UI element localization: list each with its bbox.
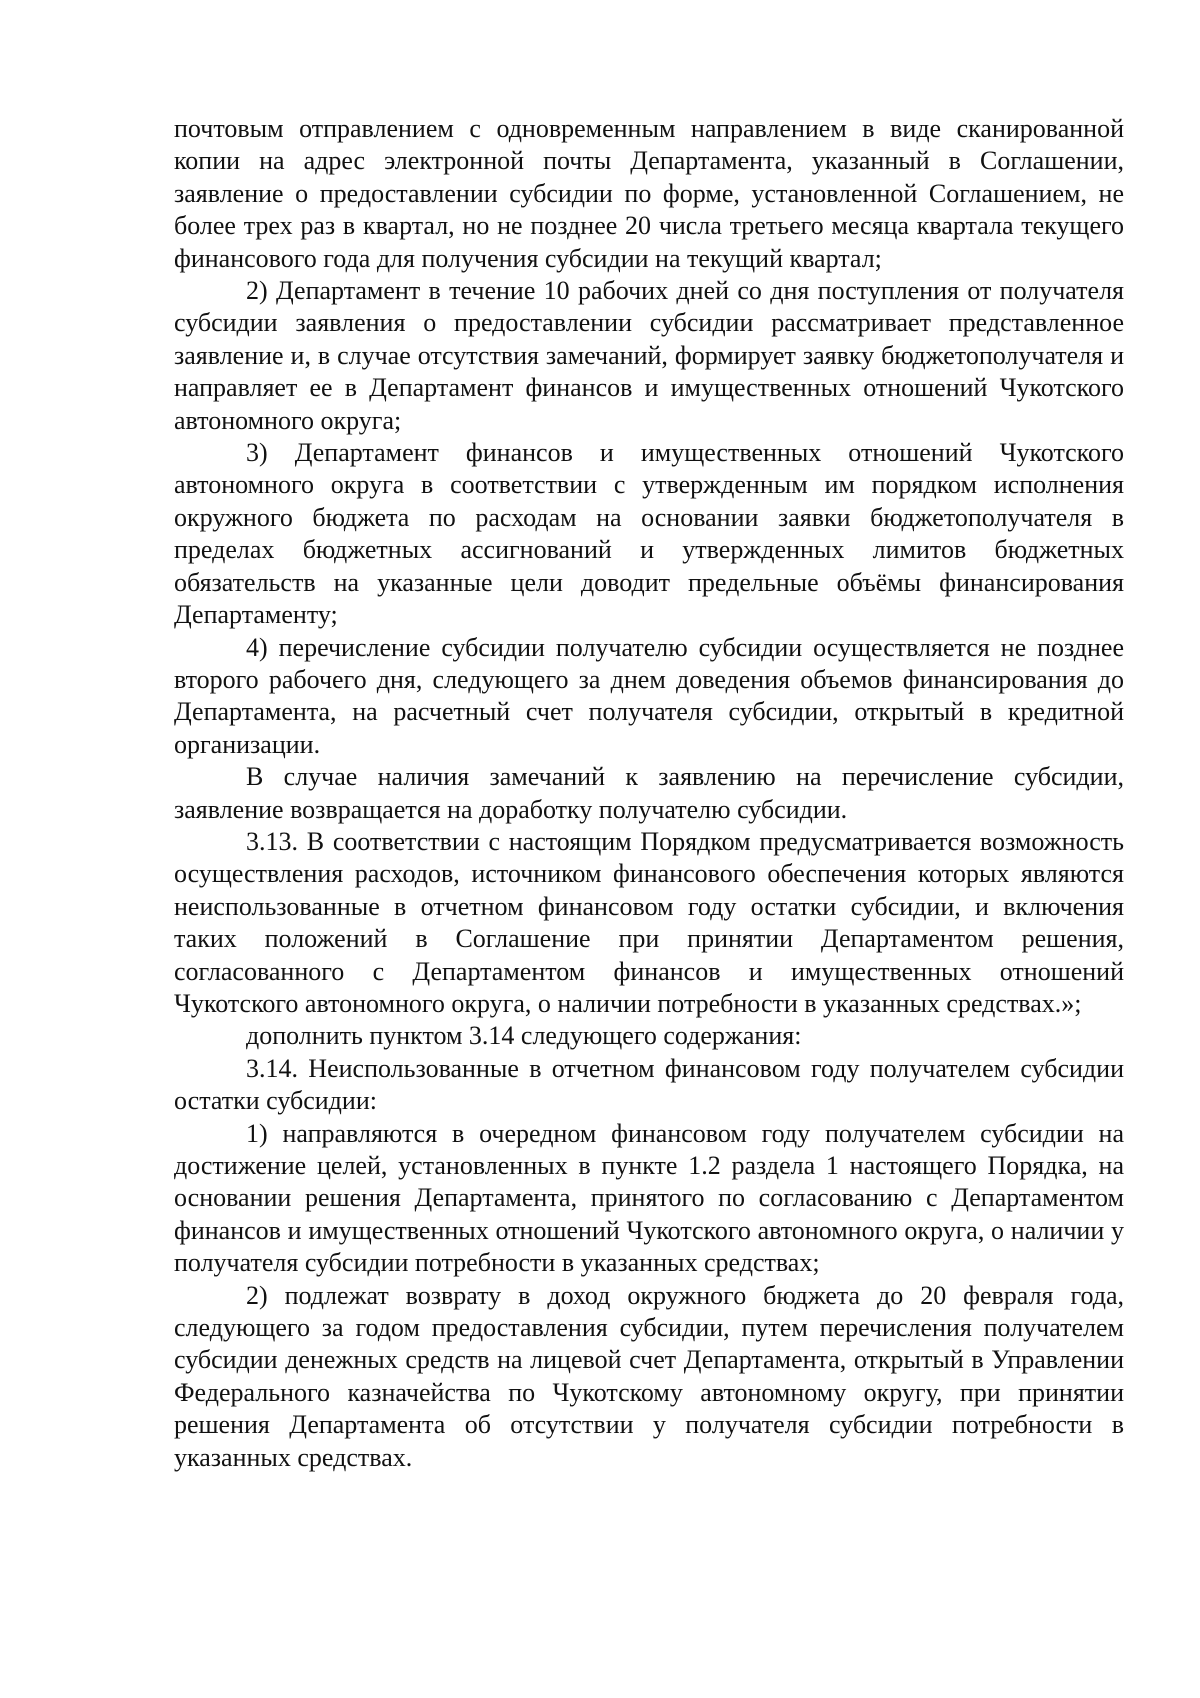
paragraph-item-2: 2) Департамент в течение 10 рабочих дней со дня поступления от получателя субсидии заявления о предоставлении субсидии рассматривает представленное заявление и, в случае отсутствия замечаний, формирует заявку бюджетополучателя и направляет ее в Департамент финансов и имущественных отношений Чукотского автономного округа; <box>174 276 1124 435</box>
paragraph-amendment-note: дополнить пунктом 3.14 следующего содержания: <box>246 1021 802 1051</box>
paragraph-remarks: В случае наличия замечаний к заявлению на перечисление субсидии, заявление возвращается на доработку получателю субсидии. <box>174 762 1124 824</box>
paragraph-item-3: 3) Департамент финансов и имущественных отношений Чукотского автономного округа в соответствии с утвержденным им порядком исполнения окружного бюджета по расходам на основании заявки бюджетополучателя в пределах бюджетных ассигнований и утвержденных лимитов бюджетных обязательств на указанные цели доводит предельные объёмы финансирования Департаменту; <box>174 438 1124 630</box>
document-page <box>174 113 1124 1474</box>
paragraph-item-4: 4) перечисление субсидии получателю субсидии осуществляется не позднее второго рабочего дня, следующего за днем доведения объемов финансирования до Департамента, на расчетный счет получателя субсидии, открытый в кредитной организации. <box>174 632 1124 759</box>
paragraph-clause-3-13: 3.13. В соответствии с настоящим Порядком предусматривается возможность осуществления расходов, источником финансового обеспечения которых являются неиспользованные в отчетном финансовом году остатки субсидии, и включения таких положений в Соглашение при принятии Департаментом решения, согласованного с Департаментом финансов и имущественных отношений Чукотского автономного округа, о наличии потребности в указанных средствах.»; <box>174 826 1124 1018</box>
paragraph-clause-3-14: 3.14. Неиспользованные в отчетном финансовом году получателем субсидии остатки субсидии: <box>174 1053 1124 1116</box>
paragraph-continuation: почтовым отправлением с одновременным направлением в виде сканированной копии на адрес электронной почты Департамента, указанный в Соглашении, заявление о предоставлении субсидии по форме, установленной Соглашением, не более трех раз в квартал, но не позднее 20 числа третьего месяца квартала текущего финансового года для получения субсидии на текущий квартал; <box>174 114 1124 273</box>
paragraph-clause-3-14-item-1: 1) направляются в очередном финансовом году получателем субсидии на достижение целей, установленных в пункте 1.2 раздела 1 настоящего Порядка, на основании решения Департамента, принятого по согласованию с Департаментом финансов и имущественных отношений Чукотского автономного округа, о наличии у получателя субсидии потребности в указанных средствах; <box>174 1118 1124 1278</box>
paragraph-clause-3-14-item-2: 2) подлежат возврату в доход окружного бюджета до 20 февраля года, следующего за годом предоставления субсидии, путем перечисления получателем субсидии денежных средств на лицевой счет Департамента, открытый в Управлении Федерального казначейства по Чукотскому автономному округу, при принятии решения Департамента об отсутствии у получателя субсидии потребности в указанных средствах. <box>174 1280 1124 1472</box>
